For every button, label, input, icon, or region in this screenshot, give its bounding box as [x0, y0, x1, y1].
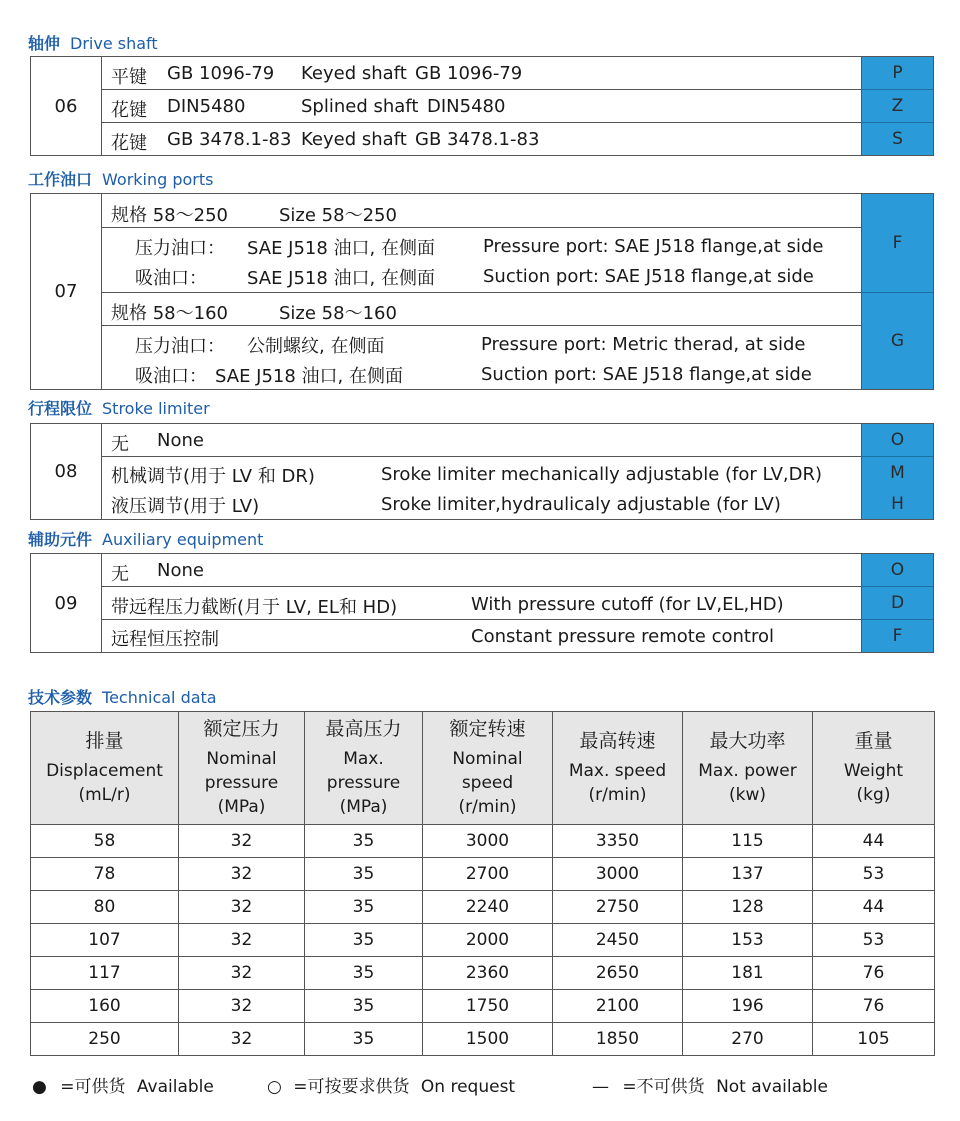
table-cell: 2000 [423, 924, 553, 957]
table-cell: 76 [813, 957, 935, 990]
column-header [179, 712, 305, 825]
table-row [31, 858, 935, 891]
table-cell: 35 [305, 990, 423, 1023]
column-header-en: Max. [343, 749, 384, 769]
table-cell: 78 [31, 858, 179, 891]
table-cell: 32 [179, 1023, 305, 1056]
section-title-working-ports: 工作油口 Working ports [28, 170, 214, 189]
table-cell: 35 [305, 825, 423, 858]
column-header-zh: 最高转速 [579, 730, 656, 752]
option-code-z: Z [861, 90, 933, 123]
table-cell: 35 [305, 891, 423, 924]
table-cell: 35 [305, 1023, 423, 1056]
table-cell: 2240 [423, 891, 553, 924]
column-header-en: pressure [204, 773, 279, 793]
section-title-auxiliary-equipment: 辅助元件 Auxiliary equipment [28, 530, 264, 549]
option-row: 平键 GB 1096-79 Keyed shaft GB 1096-79 [101, 57, 861, 90]
filled-circle-icon: ● [32, 1077, 47, 1097]
table-cell: 32 [179, 924, 305, 957]
column-header-en: (kw) [728, 785, 766, 805]
column-header-en: Displacement [46, 761, 163, 781]
table-cell: 1500 [423, 1023, 553, 1056]
technical-data-table [30, 711, 935, 1056]
hollow-circle-icon: ○ [267, 1077, 282, 1097]
table-cell: 2750 [553, 891, 683, 924]
table-cell: 2100 [553, 990, 683, 1023]
option-code-f: F [861, 194, 933, 293]
column-header-en: Nominal [206, 749, 277, 769]
column-header-zh: 排量 [85, 730, 124, 752]
auxiliary-equipment-block [30, 553, 934, 653]
column-header-zh: 重量 [854, 730, 893, 752]
column-header-zh: 额定压力 [203, 718, 280, 740]
column-header-en: pressure [326, 773, 401, 793]
option-row: 机械调节(用于 LV 和 DR) Sroke limiter mechanically adjustable (for LV,DR) 液压调节(用于 LV) Sroke limiter,hydraulicaly adjustable (for LV) [111, 464, 822, 517]
legend-not-available: — =不可供货 Not available [592, 1077, 828, 1097]
stroke-limiter-block [30, 423, 934, 520]
option-row: 无 None [101, 424, 861, 457]
column-header-en: (mL/r) [78, 785, 131, 805]
table-cell: 181 [683, 957, 813, 990]
column-header-en: (kg) [856, 785, 891, 805]
option-code-s: S [861, 123, 933, 155]
table-cell: 115 [683, 825, 813, 858]
working-ports-block [30, 193, 934, 390]
table-cell: 2450 [553, 924, 683, 957]
column-header-zh: 额定转速 [449, 718, 526, 740]
table-cell: 117 [31, 957, 179, 990]
table-cell: 80 [31, 891, 179, 924]
table-cell: 32 [179, 891, 305, 924]
code-cell: 09 [31, 554, 102, 652]
option-code-g: G [861, 293, 933, 389]
option-code-d: D [861, 587, 933, 620]
column-header [813, 712, 935, 825]
column-header-en: (MPa) [339, 797, 388, 817]
column-header [31, 712, 179, 825]
table-row [31, 924, 935, 957]
column-header-en: Nominal [452, 749, 523, 769]
table-cell: 160 [31, 990, 179, 1023]
table-cell: 153 [683, 924, 813, 957]
table-cell: 3350 [553, 825, 683, 858]
dash-icon: — [592, 1077, 609, 1097]
drive-shaft-block [30, 56, 934, 156]
size-row: 规格 58～250 Size 58～250 [101, 194, 861, 228]
column-header-zh: 最大功率 [709, 730, 786, 752]
table-cell: 44 [813, 825, 935, 858]
legend-on-request: ○ =可按要求供货 On request [267, 1077, 516, 1097]
section-title-technical-data: 技术参数 Technical data [28, 688, 217, 707]
option-code-f: F [861, 620, 933, 652]
table-cell: 32 [179, 858, 305, 891]
column-header-en: speed [461, 773, 514, 793]
section-title-stroke-limiter: 行程限位 Stroke limiter [28, 399, 210, 418]
option-code-p: P [861, 57, 933, 90]
table-cell: 2700 [423, 858, 553, 891]
table-cell: 53 [813, 924, 935, 957]
table-cell: 35 [305, 858, 423, 891]
option-row: 花键 GB 3478.1-83 Keyed shaft GB 3478.1-83 [111, 129, 540, 154]
option-row: 远程恒压控制 Constant pressure remote control [111, 626, 774, 650]
size-row: 规格 58～160 Size 58～160 [101, 293, 861, 326]
table-cell: 2360 [423, 957, 553, 990]
table-cell: 137 [683, 858, 813, 891]
option-row: 花键 DIN5480 Splined shaft DIN5480 [101, 90, 861, 123]
option-code-o: O [861, 424, 933, 457]
table-cell: 35 [305, 957, 423, 990]
code-cell: 07 [31, 194, 102, 389]
table-cell: 250 [31, 1023, 179, 1056]
table-cell: 58 [31, 825, 179, 858]
column-header [683, 712, 813, 825]
column-header-en: Max. speed [568, 761, 667, 781]
table-cell: 76 [813, 990, 935, 1023]
option-code-m: M [861, 457, 933, 488]
ports-row: 压力油口： 公制螺纹, 在侧面 Pressure port: Metric therad, at side 吸油口： SAE J518 油口, 在侧面 Suction port: SAE J518 flange,at side [135, 334, 812, 387]
column-header [423, 712, 553, 825]
table-cell: 1850 [553, 1023, 683, 1056]
table-cell: 44 [813, 891, 935, 924]
table-cell: 1750 [423, 990, 553, 1023]
legend-available: ● =可供货 Available [32, 1077, 214, 1097]
section-title-drive-shaft: 轴伸 Drive shaft [28, 34, 158, 53]
option-code-o: O [861, 554, 933, 587]
table-cell: 107 [31, 924, 179, 957]
table-row [31, 891, 935, 924]
column-header-en: Max. power [698, 761, 797, 781]
table-cell: 35 [305, 924, 423, 957]
code-cell: 06 [31, 57, 102, 155]
table-cell: 2650 [553, 957, 683, 990]
option-row: 带远程压力截断(月于 LV, EL和 HD) With pressure cutoff (for LV,EL,HD) [101, 587, 861, 620]
option-row: 无 None [101, 554, 861, 587]
table-cell: 270 [683, 1023, 813, 1056]
code-cell: 08 [31, 424, 102, 519]
table-row [31, 957, 935, 990]
table-cell: 53 [813, 858, 935, 891]
table-row [31, 990, 935, 1023]
table-row [31, 1023, 935, 1056]
option-code-h: H [861, 488, 933, 519]
column-header-en: (r/min) [458, 797, 517, 817]
column-header [553, 712, 683, 825]
column-header-en: Weight [843, 761, 904, 781]
column-header [305, 712, 423, 825]
table-cell: 32 [179, 990, 305, 1023]
column-header-en: (MPa) [217, 797, 266, 817]
column-header-en: (r/min) [588, 785, 647, 805]
table-body [31, 825, 935, 1056]
table-cell: 3000 [553, 858, 683, 891]
ports-row: 压力油口： SAE J518 油口, 在侧面 Pressure port: SAE J518 flange,at side 吸油口： SAE J518 油口, 在侧面 Suction port: SAE J518 flange,at side [101, 228, 861, 293]
table-cell: 32 [179, 957, 305, 990]
table-row [31, 825, 935, 858]
table-cell: 196 [683, 990, 813, 1023]
table-cell: 105 [813, 1023, 935, 1056]
table-cell: 3000 [423, 825, 553, 858]
table-cell: 128 [683, 891, 813, 924]
table-cell: 32 [179, 825, 305, 858]
column-header-zh: 最高压力 [325, 718, 402, 740]
table-header [31, 712, 935, 825]
